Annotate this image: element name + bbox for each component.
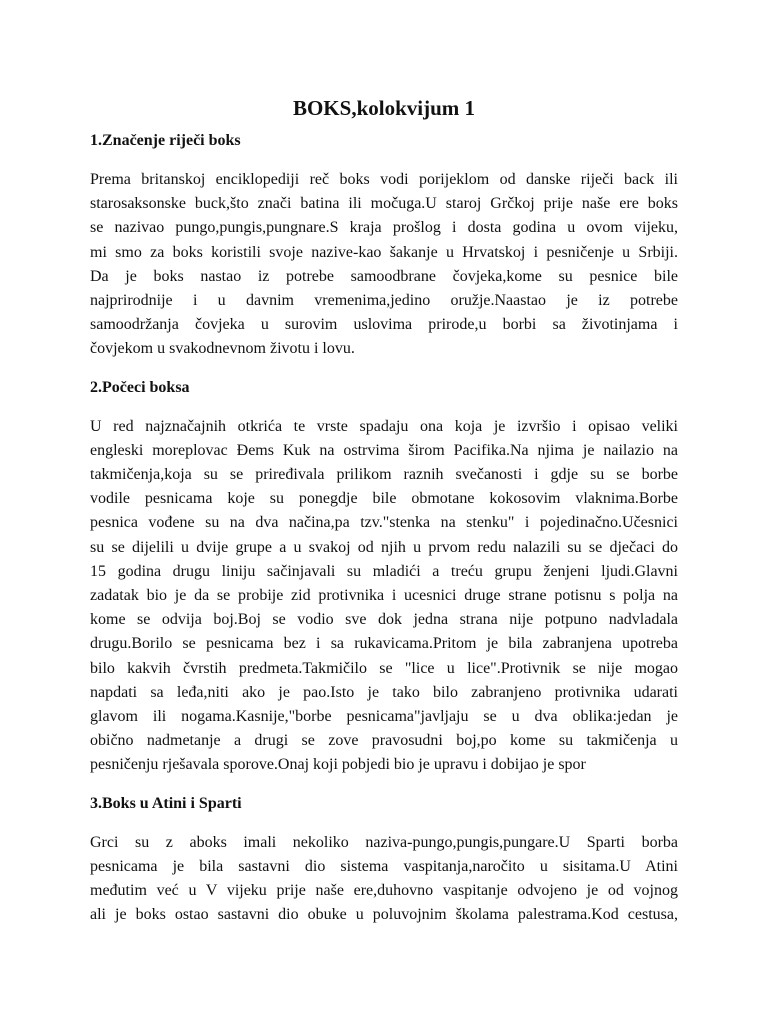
text-line: zadatak bio je da se probije zid protivnika i ucesnici druge strane potisnu s polja na [90, 587, 678, 605]
text-line: su se dijelili u dvije grupe a u svakoj od njih u prvom redu nalazili su se dječaci do [90, 538, 678, 556]
section-heading-3: 3.Boks u Atini i Sparti [90, 794, 242, 812]
text-line: se nazivao pungo,pungis,pungnare.S kraja prošlog i dosta godina u ovom vijeku, [90, 219, 678, 237]
text-line: 15 godina drugu liniju sačinjavali su mladići a treću grupu ženjeni ljudi.Glavni [90, 562, 678, 580]
section-heading-2: 2.Počeci boksa [90, 378, 190, 396]
text-line: pesničenju rješavala sporove.Onaj koji pobjedi bio je upravu i dobijao je spor [90, 756, 586, 774]
text-line: samoodržanja čovjeka u surovim uslovima prirode,u borbi sa životinjama i [90, 316, 678, 334]
text-line: napdati sa leđa,niti ako je pao.Isto je tako bilo zabranjeno protivnika udarati [90, 683, 678, 701]
text-line: obično nadmetanje a drugi se zove pravosudni boj,po kome su takmičenja u [90, 732, 678, 750]
text-line: kome se odvija boj.Boj se vodio sve dok jedna strana nije potpuno nadvladala [90, 611, 678, 629]
text-line: pesnica vođene su na dva načina,pa tzv."stenka na stenku" i pojedinačno.Učesnici [90, 514, 678, 532]
text-line: pesnicama je bila sastavni dio sistema vaspitanja,naročito u sisitama.U Atini [90, 857, 678, 875]
text-line: mi smo za boks koristili svoje nazive-kao šakanje u Hrvatskoj i pesničenje u Srbiji. [90, 243, 678, 261]
text-line: vodile pesnicama koje su ponegdje bile obmotane kokosovim vlaknima.Borbe [90, 490, 678, 508]
text-line: Grci su z aboks imali nekoliko naziva-pungo,pungis,pungare.U Sparti borba [90, 833, 678, 851]
text-line: takmičenja,koja su se priređivala prilikom raznih svečanosti i gdje su se borbe [90, 466, 678, 484]
text-line: Prema britanskoj enciklopediji reč boks vodi porijeklom od danske riječi back ili [90, 171, 678, 188]
text-line: starosaksonske buck,što znači batina ili močuga.U staroj Grčkoj prije naše ere boks [90, 195, 678, 213]
section-heading-1: 1.Značenje riječi boks [90, 132, 241, 149]
section-paragraph-2 [90, 415, 678, 778]
document-title: BOKS,kolokvijum 1 [292, 96, 476, 120]
text-line: čovjekom u svakodnevnom životu i lovu. [90, 340, 355, 358]
text-line: engleski moreplovac Đems Kuk na ostrvima širom Pacifika.Na njima je nailazio na [90, 441, 678, 459]
text-line: drugu.Borilo se pesnicama bez i sa rukavicama.Pritom je bila zabranjena upotreba [90, 635, 678, 653]
text-line: Da je boks nastao iz potrebe samoodbrane čovjeka,kome su pesnice bile [90, 267, 678, 285]
text-line: glavom ili nogama.Kasnije,"borbe pesnicama"javljaju se u dva oblika:jedan je [90, 708, 678, 726]
text-line: najprirodnije i u davnim vremenima,jedino oružje.Naastao je iz potrebe [90, 292, 678, 310]
text-line: bilo kakvih čvrstih predmeta.Takmičilo se "lice u lice".Protivnik se nije mogao [90, 659, 678, 677]
text-line: ali je boks ostao sastavni dio obuke u poluvojnim školama palestrama.Kod cestusa, [90, 906, 678, 924]
section-paragraph-3 [90, 831, 678, 928]
section-paragraph-1 [90, 168, 678, 362]
text-line: U red najznačajnih otkrića te vrste spadaju ona koja je izvršio i opisao veliki [90, 417, 678, 435]
text-line: međutim već u V vijeku prije naše ere,duhovno vaspitanje odvojeno je od vojnog [90, 882, 678, 900]
document-body [90, 92, 678, 927]
